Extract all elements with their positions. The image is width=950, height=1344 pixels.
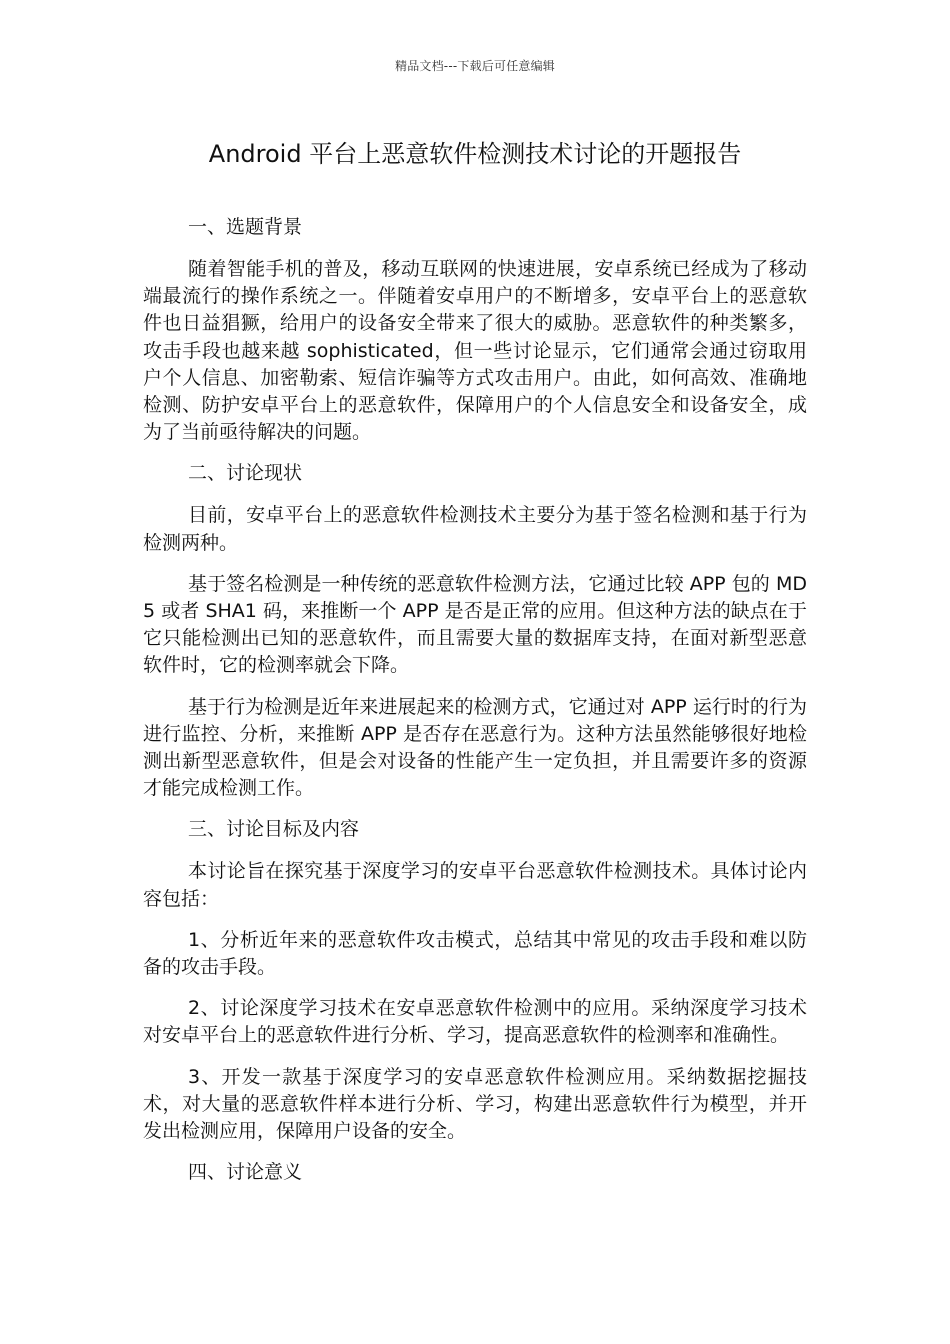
section-heading: 二、讨论现状: [188, 462, 303, 485]
document-title: Android 平台上恶意软件检测技术讨论的开题报告: [208, 140, 742, 168]
section-heading: 一、选题背景: [188, 216, 303, 238]
header-note: 精品文档---下载后可任意编辑: [395, 59, 555, 73]
paragraph: 3、开发一款基于深度学习的安卓恶意软件检测应用。采纳数据挖掘技术，对大量的恶意软件样本进行分析、学习，构建出恶意软件行为模型，并开发出检测应用，保障用户设备的安全。: [143, 1065, 807, 1143]
paragraph: 1、分析近年来的恶意软件攻击模式，总结其中常见的攻击手段和难以防备的攻击手段。: [143, 928, 807, 979]
paragraph: 基于签名检测是一种传统的恶意软件检测方法，它通过比较 APP 包的 MD5 或者 SHA1 码，来推断一个 APP 是否是正常的应用。但这种方法的缺点在于它只能检测出已知的恶意软件，而且需要大量的数据库支持，在面对新型恶意软件时，它的检测率就会下降。: [143, 572, 807, 677]
document-body: [143, 214, 807, 1201]
paragraph: 2、讨论深度学习技术在安卓恶意软件检测中的应用。采纳深度学习技术对安卓平台上的恶意软件进行分析、学习，提高恶意软件的检测率和准确性。: [143, 997, 807, 1047]
paragraph: 目前，安卓平台上的恶意软件检测技术主要分为基于签名检测和基于行为检测两种。: [143, 504, 807, 554]
paragraph: 基于行为检测是近年来进展起来的检测方式，它通过对 APP 运行时的行为进行监控、分析，来推断 APP 是否存在恶意行为。这种方法虽然能够很好地检测出新型恶意软件，但是会对设备的性能产生一定负担，并且需要许多的资源才能完成检测工作。: [143, 695, 807, 800]
paragraph: 随着智能手机的普及，移动互联网的快速进展，安卓系统已经成为了移动端最流行的操作系统之一。伴随着安卓用户的不断增多，安卓平台上的恶意软件也日益猖獗，给用户的设备安全带来了很大的威胁。恶意软件的种类繁多，攻击手段也越来越 sophisticated，但一些讨论显示，它们通常会通过窃取用户个人信息、加密勒索、短信诈骗等方式攻击用户。由此，如何高效、准确地检测、防护安卓平台上的恶意软件，保障用户的个人信息安全和设备安全，成为了当前亟待解决的问题。: [143, 258, 807, 444]
section-heading: 四、讨论意义: [188, 1161, 303, 1184]
paragraph: 本讨论旨在探究基于深度学习的安卓平台恶意软件检测技术。具体讨论内容包括：: [143, 860, 807, 910]
section-heading: 三、讨论目标及内容: [188, 818, 360, 841]
